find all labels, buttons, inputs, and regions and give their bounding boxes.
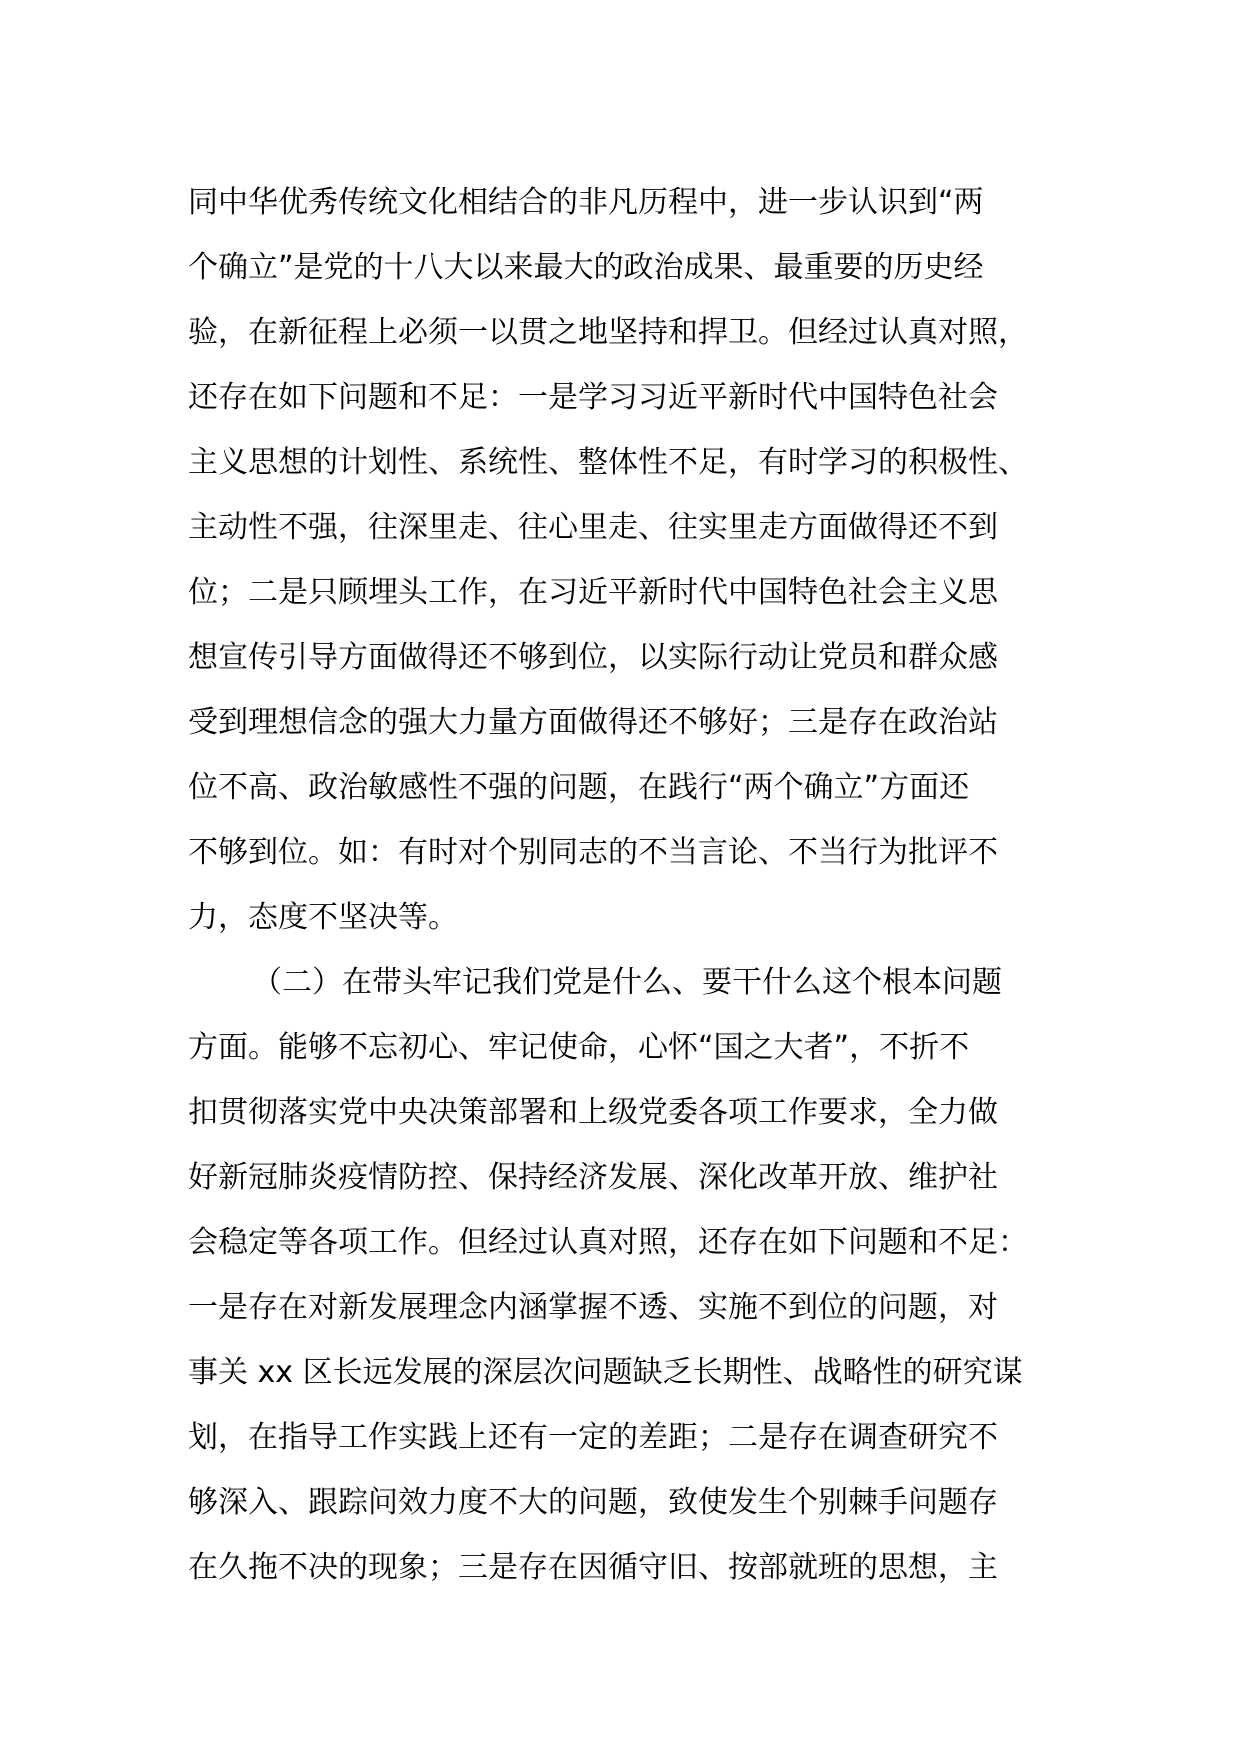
- text-line: 验，在新征程上必须一以贯之地坚持和捍卫。但经过认真对照，: [188, 315, 1028, 350]
- text-line: 主动性不强，往深里走、往心里走、往实里走方面做得还不到: [188, 510, 998, 545]
- body-text: [188, 170, 1088, 1600]
- text-line: 好新冠肺炎疫情防控、保持经济发展、深化改革开放、维护社: [188, 1160, 998, 1195]
- text-line: 主义思想的计划性、系统性、整体性不足，有时学习的积极性、: [188, 445, 1028, 480]
- text-line: 个确立”是党的十八大以来最大的政治成果、最重要的历史经: [188, 250, 984, 285]
- section-heading-line: （二）在带头牢记我们党是什么、要干什么这个根本问题: [252, 965, 1002, 1000]
- text-line: 方面。能够不忘初心、牢记使命，心怀“国之大者”，不折不: [188, 1030, 970, 1065]
- text-line: 事关 xx 区长远发展的深层次问题缺乏长期性、战略性的研究谋: [188, 1355, 1023, 1390]
- text-line: 不够到位。如：有时对个别同志的不当言论、不当行为批评不: [188, 835, 998, 870]
- text-line: 扣贯彻落实党中央决策部署和上级党委各项工作要求，全力做: [188, 1095, 998, 1130]
- text-line: 划，在指导工作实践上还有一定的差距；二是存在调查研究不: [188, 1420, 998, 1455]
- text-line: 够深入、跟踪问效力度不大的问题，致使发生个别棘手问题存: [188, 1485, 998, 1520]
- text-line: 位；二是只顾埋头工作，在习近平新时代中国特色社会主义思: [188, 575, 998, 610]
- text-line: 一是存在对新发展理念内涵掌握不透、实施不到位的问题，对: [188, 1290, 998, 1325]
- text-line: 在久拖不决的现象；三是存在因循守旧、按部就班的思想，主: [188, 1550, 998, 1585]
- text-line: 同中华优秀传统文化相结合的非凡历程中，进一步认识到“两: [188, 185, 984, 220]
- text-line: 还存在如下问题和不足：一是学习习近平新时代中国特色社会: [188, 380, 998, 415]
- text-line: 受到理想信念的强大力量方面做得还不够好；三是存在政治站: [188, 705, 998, 740]
- text-line: 位不高、政治敏感性不强的问题，在践行“两个确立”方面还: [188, 770, 970, 805]
- text-line: 力，态度不坚决等。: [188, 900, 458, 935]
- text-line: 想宣传引导方面做得还不够到位，以实际行动让党员和群众感: [188, 640, 998, 675]
- text-line: 会稳定等各项工作。但经过认真对照，还存在如下问题和不足：: [188, 1225, 1028, 1260]
